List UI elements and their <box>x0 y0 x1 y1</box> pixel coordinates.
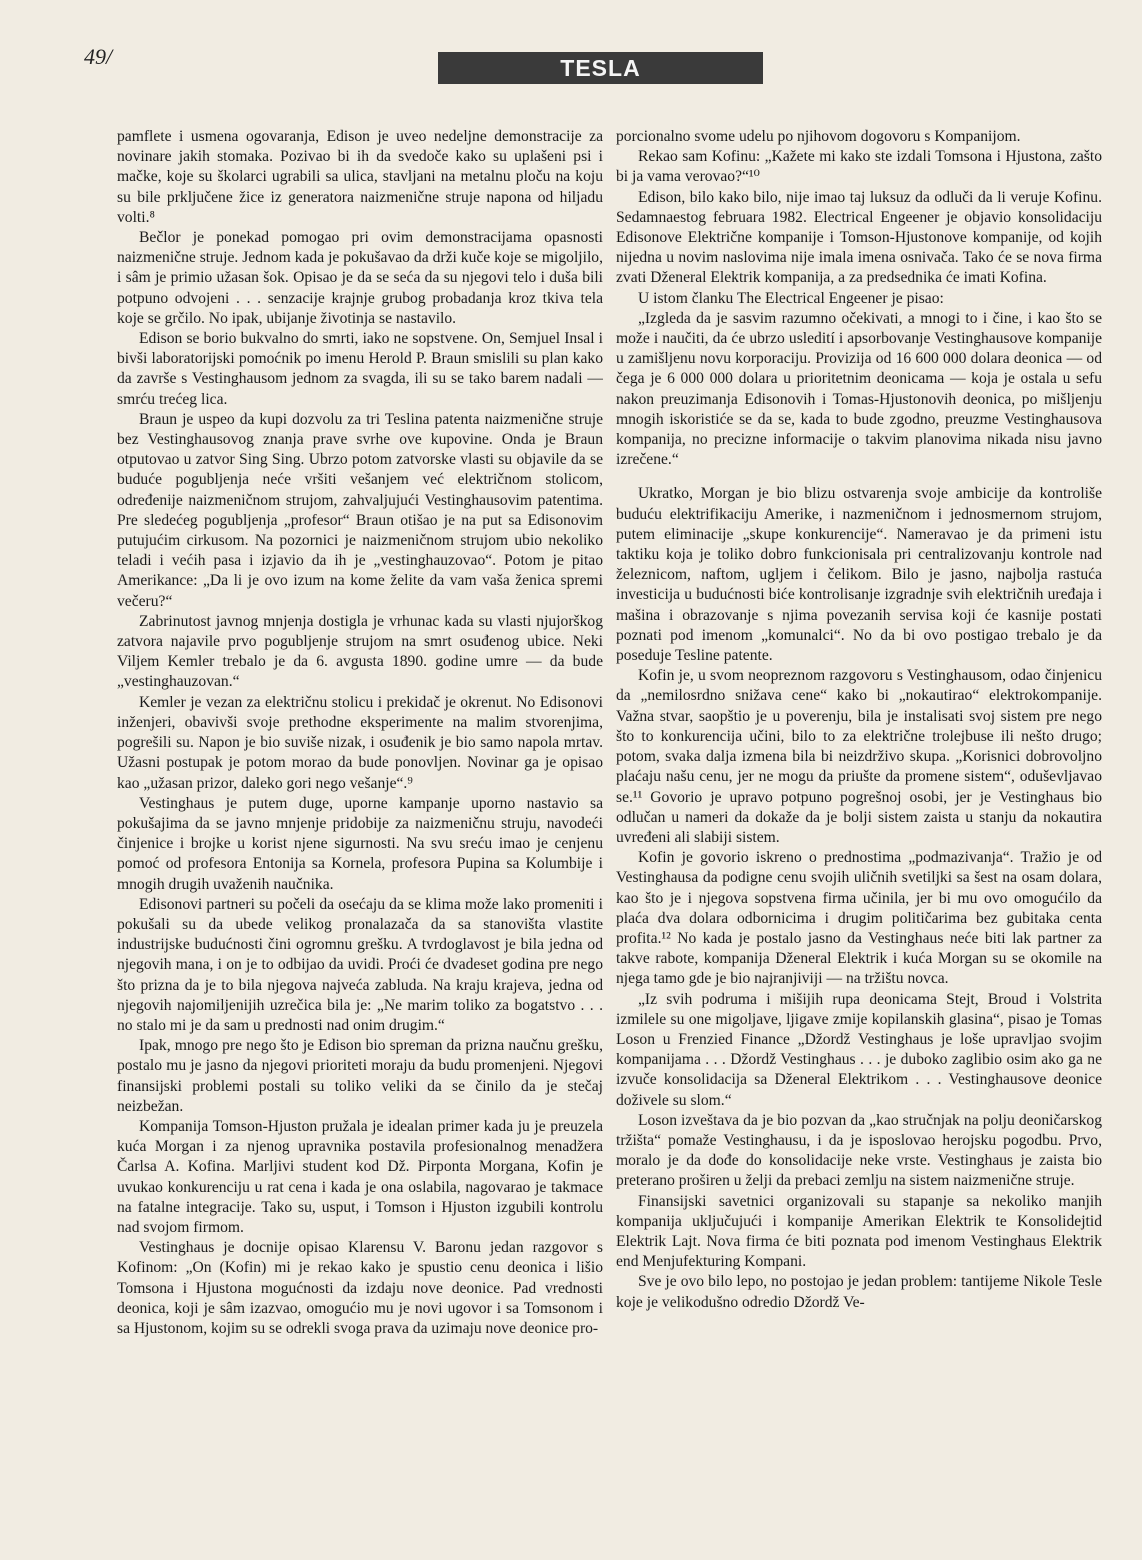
paragraph: pamflete i usmena ogovaranja, Edison je uveo nedeljne demonstracije za novinare jakih stomaka. Pozivao bi ih da svedoče kako su uplašeni psi i mačke, koje su školarci ugrabili sa ulica, stavljani na metalnu ploču na koju su bile prključene žice iz generatora naizmenične struje napona od hiljadu volti.⁸ <box>117 128 603 226</box>
paragraph: Rekao sam Kofinu: „Kažete mi kako ste izdali Tomsona i Hjustona, zašto bi ja vama verovao?“¹⁰ <box>616 148 1102 186</box>
paragraph: Kemler je vezan za električnu stolicu i prekidač je okrenut. No Edisonovi inženjeri, obavivši svoje prethodne eksperimente na malim stvorenjima, pogrešili su. Napon je bio suviše nizak, i osuđenik je bio samo napola mrtav. Užasni postupak je potom morao da bude ponovljen. Novinar ga je opisao kao „užasan prizor, daleko gori nego vešanje“.⁹ <box>117 693 603 792</box>
paragraph: U istom članku The Electrical Engeener je pisao: <box>638 289 944 307</box>
paragraph: Edison, bilo kako bilo, nije imao taj luksuz da odluči da li veruje Kofinu. Sedamnaestog februara 1982. Electrical Engeener je objavio konsolidaciju Edisonove Električne kompanije i Tomson-Hjustonove kompanije, od kojih nijedna u novim naslovima nije imala imena osnivača. Tako će se nova firma zvati Dženeral Elektrik kompanija, a za predsednika će imati Kofina. <box>616 188 1102 287</box>
paragraph: Loson izveštava da je bio pozvan da „kao stručnjak na polju deoničarskog tržišta“ pomaže Vestinghausu, i da je isposlovao herojsku pogodbu. Prvo, moralo je da dođe do konsolidacije neke vrste. Vestinghaus je zaista bio preterano proširen u želji da prebaci zemlju na sistem naizmenične struje. <box>616 1111 1102 1190</box>
paragraph: „Iz svih podruma i mišijih rupa deonicama Stejt, Broud i Volstrita izmilele su one migoljave, ljigave zmije kopilanskih glasina“, pisao je Tomas Loson u Frenzied Finance „Džordž Vestinghaus je loše upravljao svojim kompanijama . . . Džordž Vestinghaus . . . je duboko zaglibio osim ako ga ne izvuče konsolidacija sa Dženeral Elektrikom . . . Vestinghausove deonice doživele su slom.“ <box>616 990 1102 1109</box>
paragraph: „Izgleda da je sasvim razumno očekivati, a mnogi to i čine, i kao što se može i naučiti, da će ubrzo usledití i apsorbovanje Vestinghausove kompanije u zamišljenu novu korporaciju. Provizija od 16 600 000 dolara deonica — od čega je 6 000 000 dolara u prioritetnim deonicama — koja je ostala u sefu nakon preuzimanja Edisonovih i Tomas-Hjustonovih deonica, po mišljenju mnogih iskoristiće se da se, kada to bude zgodno, preuzme Vestinghausova kompanija, no precizne informacije o takvim planovima nikada nisu javno izrečene.“ <box>616 309 1102 469</box>
paragraph: Ukratko, Morgan je bio blizu ostvarenja svoje ambicije da kontroliše buduću elektrifikaciju Amerike, i nazmeničnom i jednosmernom strujom, putem eliminacije „skupe konkurencije“. Nameravao je da primeni istu taktiku koja je toliko dobro funkcionisala pri centralizovanju kontrole nad železnicom, naftom, ugljem i čelikom. Bilo je jasno, najbolja rastuća investicija u budućnosti biće kontrolisanje izgradnje svih električnih uređaja i mašina i obrazovanje s njima povezanih servisa koji će kasnije postati poznati pod imenom „komunalci“. No da bi ovo postigao trebalo je da poseduje Tesline patente. <box>616 485 1102 665</box>
paragraph: Edisonovi partneri su počeli da osećaju da se klima može lako promeniti i pokušali su da ubede velikog pronalazača da sa stanovišta vlastite industrijske budućnosti čini ogromnu grešku. A tvrdoglavost je bila jedna od njegovih mana, i on je to odbijao da uvidi. Proći će dvadeset godina pre nego što prizna da je to bila njegova najveća zabluda. Na kraju krajeva, jedna od njegovih najomiljenijih uzrečica bila je: „Ne marim toliko za bogatstvo . . . no stalo mi je da sam u prednosti nad onim drugim.“ <box>117 895 603 1034</box>
paragraph: Vestinghaus je putem duge, uporne kampanje uporno nastavio sa pokušajima da se javno mnjenje pridobije za naizmeničnu struju, navodeći činjenice i brojke u korist njene sigurnosti. Na svu sreću imao je cenjenu pomoć od profesora Entonija sa Kornela, profesora Pupina sa Kolumbije i mnogih drugih uvaženih naučnika. <box>117 794 603 893</box>
paragraph: porcionalno svome udelu po njihovom dogovoru s Kompanijom. <box>616 128 1021 145</box>
paragraph: Edison se borio bukvalno do smrti, iako ne sopstvene. On, Semjuel Insal i bivši laboratorijski pomoćnik po imenu Herold P. Braun smislili su plan kako da završe s Vestinghausom jednom za svagda, ili su se tako barem nadali — smrću trećeg lica. <box>117 330 603 408</box>
paragraph: Kofin je govorio iskreno o prednostima „podmazivanja“. Tražio je od Vestinghausa da podigne cenu svojih uličnih svetiljki sa šest na osam dolara, kao što je i njegova sopstvena firma učinila, jer bi mu ovo omogućilo da plaća dva dolara odbornicima i drugim političarima bez gubitaka centa profita.¹² No kada je postalo jasno da Vestinghaus neće biti lak partner za takve rabote, kompanija Dženeral Elektrik i kuća Morgan su se okomile na njega tamo gde je bio najranjiviji — na tržištu novca. <box>616 849 1102 988</box>
paragraph: Finansijski savetnici organizovali su stapanje sa nekoliko manjih kompanija uključujući i kompanije Amerikan Elektrik te Konsolidejtid Elektrik Lajt. Nova firma će biti poznata pod imenom Vestinghaus Elektrik end Menjufekturing Kompani. <box>616 1192 1102 1271</box>
paragraph: Bečlor je ponekad pomogao pri ovim demonstracijama opasnosti naizmenične struje. Jednom kada je pokušavao da drži kuče koje se migoljilo, i sâm je primio užasan šok. Opisao je da se seća da su njegovi telo i duša bili potpuno odvojeni . . . senzacije krajnje grubog probadanja kroz tkiva tela koje se grčilo. No ipak, ubijanje životinja se nastavilo. <box>117 229 603 327</box>
running-header-band <box>438 52 763 84</box>
paragraph: Kompanija Tomson-Hjuston pružala je idealan primer kada ju je preuzela kuća Morgan i za njenog upravnika postavila profesionalnog menadžera Čarlsa A. Kofina. Marljivi student kod Dž. Pirponta Morgana, Kofin je uvukao konkurenciju u rat cena i kada je ona oslabila, nagovarao je takmace na fatalne integracije. Tako su, usput, i Tomson i Hjuston izgubili kontrolu nad svojom firmom. <box>117 1117 603 1236</box>
paragraph: Ipak, mnogo pre nego što je Edison bio spreman da prizna naučnu grešku, postalo mu je jasno da njegovi prioriteti moraju da budu promenjeni. Njegovi finansijski problemi postali su toliko veliki da se činilo da je stečaj neizbežan. <box>117 1037 603 1115</box>
paragraph: Kofin je, u svom neopreznom razgovoru s Vestinghausom, odao činjenicu da „nemilosrdno snižava cene“ kako bi „nokautirao“ elektrokompanije. Važna stvar, saopštio je u poverenju, bila je instalisati svoj sistem pre nego što to konkurencija učini, bilo to za električne trolejbuse ili nešto drugo; potom, svaka dalja izmena bila bi neizdrživo skupa. „Korisnici dobrovoljno plaćaju našu cenu, jer ne mogu da priušte da promene sistem“, oduševljavao se.¹¹ Govorio je upravo potpuno pogrešnoj osobi, jer je Vestinghaus bio odlučan u nameri da dokaže da je bolji sistem zaista u stanju da nokautira uvređeni ali slabiji sistem. <box>616 667 1102 846</box>
left-text-column <box>117 127 603 1547</box>
paragraph: Braun je uspeo da kupi dozvolu za tri Teslina patenta naizmenične struje bez Vestinghausovog znanja prave svrhe ove kupovine. Onda je Braun otputovao u zatvor Sing Sing. Ubrzo potom zatvorske vlasti su objavile da se buduće pogubljenja neće vršiti vešanjem već električnom stolicom, određenije naizmeničnom strujom, zahvaljujući Vestinghausovim patentima. Pre sledećeg pogubljenja „profesor“ Braun otišao je na put sa Edisonovim putujućim cirkusom. Na pozornici je naizmeničnom strujom ubio nekoliko teladi i većih pasa i izjavio da ih je „vestinghauzovao“. Potom je pitao Amerikance: „Da li je ovo izum na kome želite da vam vaša ženica spremi večeru?“ <box>117 410 603 610</box>
paragraph: Zabrinutost javnog mnjenja dostigla je vrhunac kada su vlasti njujorškog zatvora najavile prvo pogubljenje strujom na smrt osuđenog ubice. Neki Viljem Kemler trebalo je da 6. avgusta 1890. godine umre — da bude „vestinghauzovan.“ <box>117 612 603 691</box>
page-number: 49/ <box>84 44 113 69</box>
paragraph: Sve je ovo bilo lepo, no postojao je jedan problem: tantijeme Nikole Tesle koje je velikodušno odredio Džordž Ve- <box>616 1273 1102 1311</box>
running-title: TESLA <box>560 54 641 81</box>
right-text-column <box>616 127 1102 1547</box>
paragraph: Vestinghaus je docnije opisao Klarensu V. Baronu jedan razgovor s Kofinom: „On (Kofin) mi je rekao kako je spustio cenu deonica i lišio Tomsona i Hjustona mogućnosti da izdaju nove deonice. Pad vrednosti deonica, koji je sâm izazvao, omogućio mu je novi ugovor i sa Tomsonom i sa Hjustonom, kojim su se odrekli svoga prava da uzimaju nove deonice pro- <box>117 1239 603 1337</box>
